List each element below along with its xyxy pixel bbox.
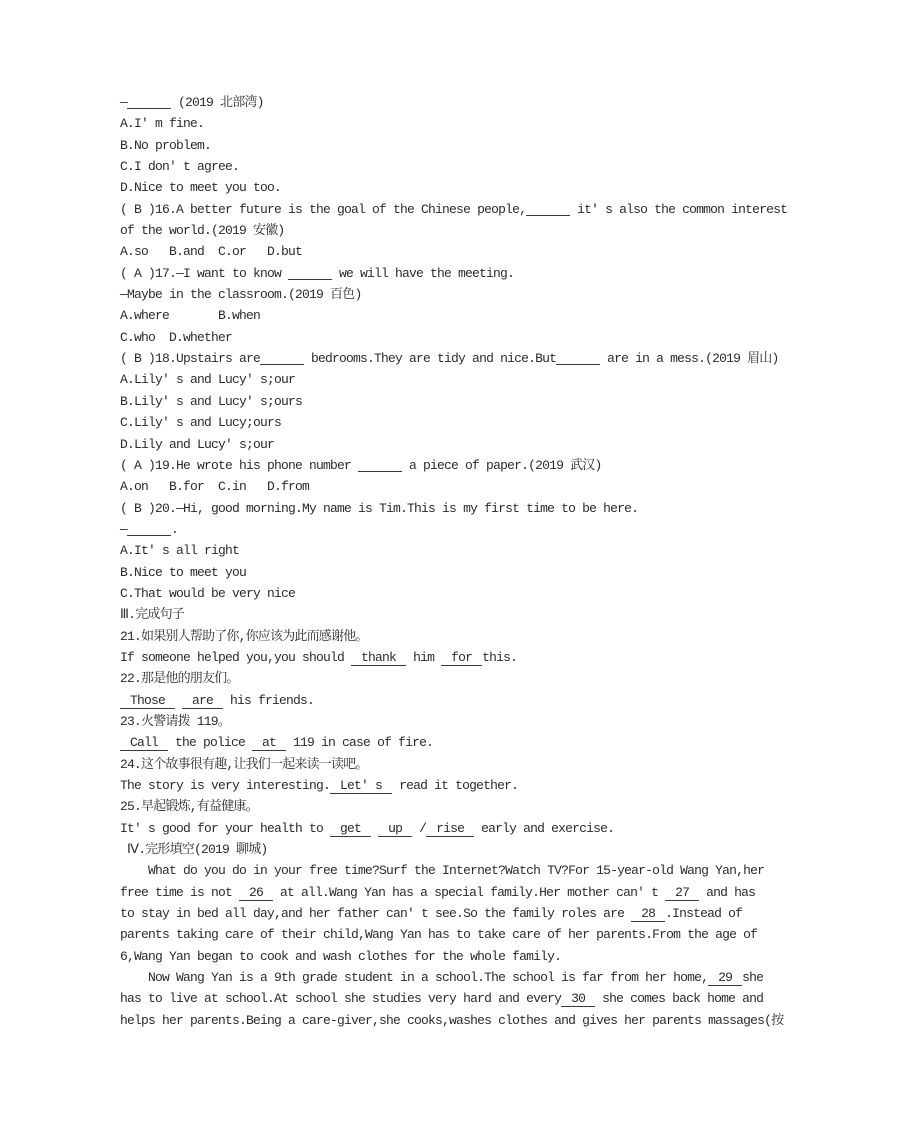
text-run: — [120,521,128,537]
text-line [120,839,810,860]
text-run: this. [482,649,518,665]
text-run: has to live at school.At school she studies very hard and every [120,991,562,1007]
text-line [120,562,810,583]
blank-underline [526,205,570,216]
text-run: ( B )18.Upstairs are [120,351,261,367]
text-run: C.That would be very nice [120,585,296,601]
text-run: It' s good for your health to [120,820,331,836]
text-line [120,775,810,796]
text-line [120,818,810,839]
text-line [120,690,810,711]
text-line [120,177,810,198]
text-line [120,199,810,220]
text-run: ( B )20.—Hi, good morning.My name is Tim.This is my first time to be here. [120,500,639,516]
answer-fill: 27 [665,885,699,901]
text-run: we will have the meeting. [332,265,515,281]
text-run: . [171,521,179,537]
text-run: of the world.(2019 安徽) [120,223,285,239]
blank-underline [358,461,402,472]
text-run: C.Lily' s and Lucy;ours [120,415,282,431]
blank-underline [556,354,600,365]
text-run: free time is not [120,884,240,900]
answer-fill: 29 [708,970,742,986]
text-run: ( A )17.—I want to know [120,265,289,281]
text-line [120,391,810,412]
text-line [120,434,810,455]
text-run: Ⅲ.完成句子 [120,607,184,623]
text-run: a piece of paper.(2019 武汉) [402,457,602,473]
text-run: 21.如果别人帮助了你,你应该为此而感谢他。 [120,628,368,644]
answer-fill: at [252,735,286,751]
text-line [120,732,810,753]
text-run: helps her parents.Being a care-giver,she cooks,washes clothes and gives her parents massages(按 [120,1012,784,1028]
text-line [120,113,810,134]
answer-fill: Call [120,735,168,751]
text-line [120,903,810,924]
text-run: are in a mess.(2019 眉山) [600,351,779,367]
answer-fill: get [330,821,371,837]
text-run: / [412,820,427,836]
text-run: him [406,649,442,665]
text-run: and has [699,884,756,900]
text-run: —Maybe in the classroom.(2019 百色) [120,287,362,303]
text-run: early and exercise. [474,820,615,836]
text-line [120,476,810,497]
text-line [120,1010,810,1031]
text-run [175,693,182,708]
text-line [120,540,810,561]
text-run: she comes back home and [595,991,764,1007]
text-run: 119 in case of fire. [286,735,434,751]
text-run: at all.Wang Yan has a special family.Her mother can' t [273,884,666,900]
text-run: she [742,970,764,986]
answer-fill: up [378,821,412,837]
answer-fill: thank [351,650,406,666]
text-run: (2019 北部湾) [171,95,264,110]
blank-underline [288,269,332,280]
text-run: ( A )19.He wrote his phone number [120,457,359,473]
text-line [120,348,810,369]
text-line [120,263,810,284]
text-line [120,305,810,326]
document-page [120,92,810,1031]
text-line [120,156,810,177]
text-line [120,711,810,732]
text-line [120,412,810,433]
text-line [120,220,810,241]
text-run: the police [168,735,253,751]
text-run: B.Nice to meet you [120,564,247,580]
text-run: A.on B.for C.in D.from [120,479,310,495]
text-line [120,924,810,945]
text-run: to stay in bed all day,and her father can' t see.So the family roles are [120,906,632,922]
text-line [120,946,810,967]
text-run: ( B )16.A better future is the goal of the Chinese people, [120,201,527,217]
text-run: D.Nice to meet you too. [120,180,282,196]
text-run: A.I' m fine. [120,116,205,132]
text-run: B.Lily' s and Lucy' s;ours [120,393,303,409]
text-run: 24.这个故事很有趣,让我们一起来读一读吧。 [120,756,368,772]
text-line [120,754,810,775]
text-run: — [120,95,128,110]
answer-fill: rise [426,821,474,837]
text-line [120,284,810,305]
answer-fill: 26 [239,885,273,901]
text-line [120,647,810,668]
text-line [120,668,810,689]
text-line [120,583,810,604]
text-line [120,327,810,348]
text-run: C.who D.whether [120,329,233,345]
text-run: If someone helped you,you should [120,649,352,665]
answer-fill: for [441,650,482,666]
text-run: .Instead of [665,906,743,922]
text-run: A.It' s all right [120,543,240,559]
text-run: 23.火警请拨 119。 [120,713,231,729]
text-run: The story is very interesting. [120,778,331,793]
text-run: What do you do in your free time?Surf the Internet?Watch TV?For 15-year-old Wang Yan,her [120,863,765,879]
blank-underline [260,354,304,365]
text-line [120,455,810,476]
text-line [120,967,810,988]
text-run: Now Wang Yan is a 9th grade student in a school.The school is far from her home, [120,970,709,986]
text-run: his friends. [223,692,315,708]
answer-fill: 30 [561,991,595,1007]
blank-underline [127,525,171,536]
text-line [120,92,810,113]
text-run: it' s also the common interest [570,201,788,217]
text-line [120,135,810,156]
answer-fill: are [182,693,223,709]
text-line [120,796,810,817]
text-line [120,519,810,540]
text-line [120,241,810,262]
text-line [120,988,810,1009]
text-run: parents taking care of their child,Wang Yan has to take care of her parents.From the age of [120,927,758,943]
text-line [120,369,810,390]
answer-fill: Those [120,693,175,709]
text-run: C.I don' t agree. [120,159,240,175]
text-run: A.so B.and C.or D.but [120,244,303,260]
text-run: 6,Wang Yan began to cook and wash clothes for the whole family. [120,948,562,964]
text-line [120,604,810,625]
text-run: read it together. [392,778,519,793]
answer-fill: Let' s [330,778,392,794]
text-run: D.Lily and Lucy' s;our [120,436,275,452]
text-run: Ⅳ.完形填空(2019 聊城) [120,842,268,858]
text-run: A.Lily' s and Lucy' s;our [120,372,296,388]
text-line [120,626,810,647]
blank-underline [127,98,171,109]
text-run: 25.早起锻炼,有益健康。 [120,799,258,815]
answer-fill: 28 [631,906,665,922]
text-line [120,860,810,881]
text-run: B.No problem. [120,137,212,153]
text-run: A.where B.when [120,308,261,324]
text-line [120,882,810,903]
text-run: 22.那是他的朋友们。 [120,671,239,687]
text-line [120,498,810,519]
text-run: bedrooms.They are tidy and nice.But [304,351,557,367]
